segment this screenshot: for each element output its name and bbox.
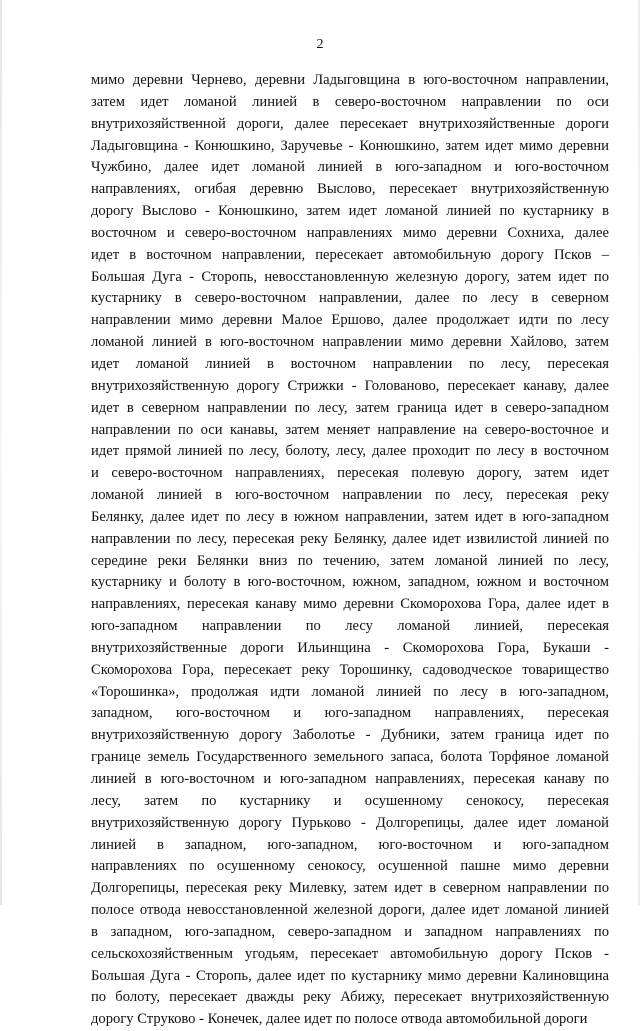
text-line: кустарнику и болоту в юго-восточном, южном, западном, южном и восточном — [91, 574, 609, 591]
text-line: направлениях по осушенному сенокосу, осушенной пашне мимо деревни — [91, 858, 609, 875]
text-line: линией в юго-восточном и юго-западном направлениях, пересекая канаву по — [91, 771, 609, 787]
text-line: в западном, юго-западном, северо-западном и западном направлениях по — [91, 923, 609, 940]
text-line: восточном и северо-восточном направлениях мимо деревни Сохниха, далее — [91, 224, 609, 241]
text-line: внутрихозяйственную дорогу Стрижки - Голованово, пересекает канаву, далее — [91, 377, 609, 394]
text-line: направлениях, огибая деревню Выслово, пересекает внутрихозяйственную — [91, 181, 609, 198]
text-line: затем идет ломаной линией в северо-восточном направлении по оси — [91, 93, 609, 110]
text-line: границе земель Государственного земельного запаса, болота Торфяное ломаной — [91, 749, 609, 766]
text-line: направлениях, пересекая канаву мимо деревни Скоморохова Гора, далее идет в — [91, 596, 609, 613]
text-line: направлении мимо деревни Малое Ершово, далее продолжает идти по лесу — [91, 312, 609, 329]
text-line: по болоту, пересекает дважды реку Абижу, пересекает внутрихозяйственную — [91, 989, 609, 1006]
text-line: идет прямой линией по лесу, болоту, лесу, далее проходит по лесу в восточном — [91, 443, 609, 460]
text-line: Большая Дуга - Сторопь, далее идет по кустарнику мимо деревни Калиновщина — [91, 967, 609, 984]
text-line: идет в восточном направлении, пересекает автомобильную дорогу Псков – — [91, 246, 609, 263]
text-line: ломаной линией в юго-восточном направлении мимо деревни Хайлово, затем — [91, 334, 609, 351]
text-line: направлении по лесу, пересекая реку Белянку, далее идет извилистой линией по — [91, 530, 609, 547]
text-line: мимо деревни Чернево, деревни Ладыговщина в юго-восточном направлении, — [91, 72, 609, 88]
text-line: идет ломаной линией в восточном направлении по лесу, пересекая — [91, 355, 609, 372]
text-line: внутрихозяйственной дороги, далее пересекает внутрихозяйственные дороги — [91, 115, 609, 132]
text-line: линией в западном, юго-западном, юго-восточном и юго-западном — [91, 836, 609, 853]
text-line: Большая Дуга - Сторопь, невосстановленную железную дорогу, затем идет по — [91, 268, 609, 285]
page-number: 2 — [316, 37, 324, 52]
text-line: юго-западном направлении по лесу ломаной линией, пересекая — [91, 618, 609, 635]
text-line: западном, юго-восточном и юго-западном направлениях, пересекая — [91, 705, 609, 722]
text-line: внутрихозяйственную дорогу Заболотье - Дубники, затем граница идет по — [91, 727, 609, 744]
text-line: Долгорепицы, пересекая реку Милевку, затем идет в северном направлении по — [91, 880, 609, 897]
text-line: «Торошинка», продолжая идти ломаной линией по лесу в юго-западном, — [91, 683, 609, 700]
text-line: направлении по оси канавы, затем меняет направление на северо-восточное и — [91, 421, 609, 438]
text-line: идет в северном направлении по лесу, затем граница идет в северо-западном — [91, 399, 609, 416]
text-line: Скоморохова Гора, пересекает реку Торошинку, садоводческое товарищество — [91, 661, 609, 678]
text-line: ломаной линией в юго-восточном направлении по лесу, пересекая реку — [91, 487, 609, 504]
text-line: сельскохозяйственным угодьям, пересекает автомобильную дорогу Псков - — [91, 945, 609, 962]
text-line: полосе отвода невосстановленной железной дороги, далее идет ломаной линией — [91, 902, 609, 919]
text-line: дорогу Струково - Конечек, далее идет по полосе отвода автомобильной дороги — [91, 1011, 588, 1028]
text-line: Белянку, далее идет по лесу в южном направлении, затем идет в юго-западном — [91, 508, 609, 525]
body-paragraph — [91, 70, 609, 1031]
text-line: середине реки Белянки вниз по течению, затем ломаной линией по лесу, — [91, 552, 609, 569]
text-line: внутрихозяйственную дорогу Пурьково - Долгорепицы, далее идет ломаной — [91, 814, 609, 831]
text-line: внутрихозяйственные дороги Ильинщина - Скоморохова Гора, Букаши - — [91, 639, 609, 656]
text-line: лесу, затем по кустарнику и осушенному сенокосу, пересекая — [91, 792, 609, 809]
scan-edge-left — [0, 0, 2, 905]
text-line: Чужбино, далее идет ломаной линией в юго-западном и юго-восточном — [91, 159, 609, 176]
text-line: и северо-восточном направлениях, пересекая полевую дорогу, затем идет — [91, 465, 609, 482]
text-line: Ладыговщина - Конюшкино, Заручевье - Конюшкино, затем идет мимо деревни — [91, 137, 609, 154]
text-line: кустарнику в северо-восточном направлении, далее по лесу в северном — [91, 290, 609, 307]
text-line: дорогу Выслово - Конюшкино, затем идет ломаной линией по кустарнику в — [91, 203, 609, 220]
